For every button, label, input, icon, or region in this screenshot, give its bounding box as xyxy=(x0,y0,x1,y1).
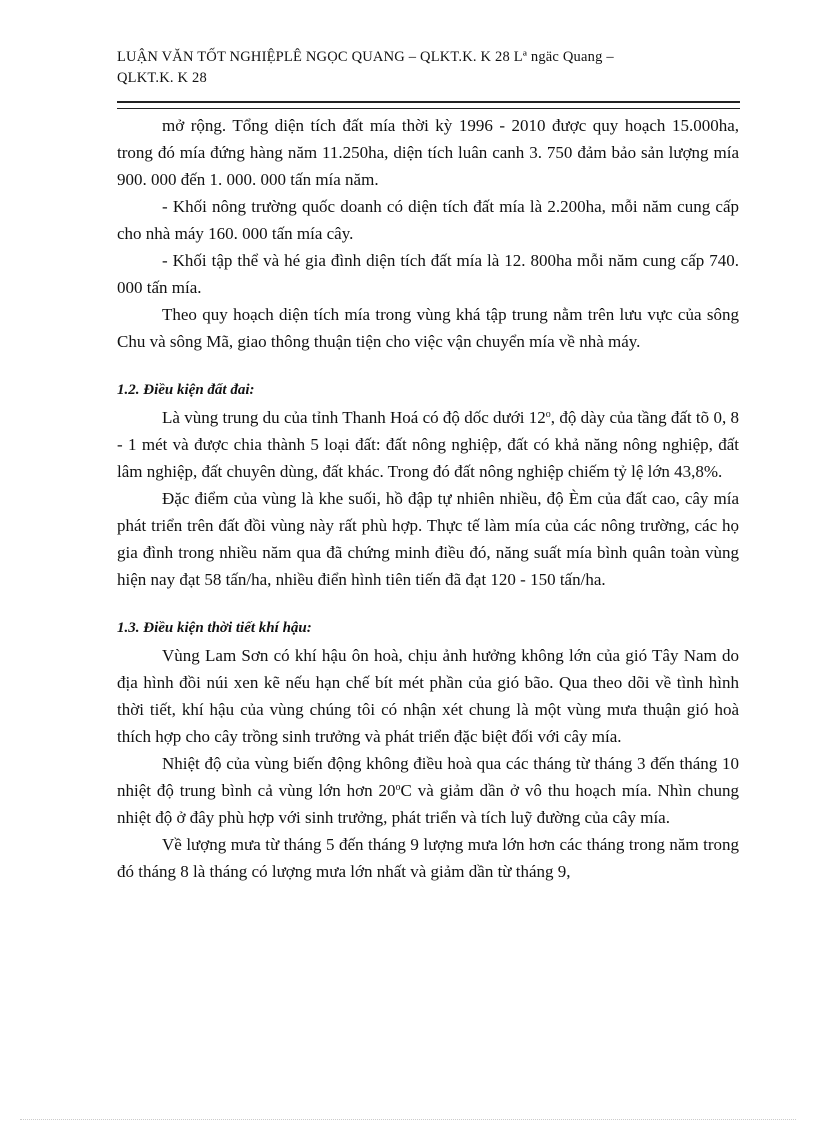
section-heading-land-conditions: 1.2. Điều kiện đất đai: xyxy=(117,382,255,398)
paragraph-planning: Theo quy hoạch diện tích mía trong vùng khá tập trung nằm trên lưu vực của sông Chu và sông Mã, giao thông thuận tiện cho việc vận chuyển mía về nhà máy. xyxy=(117,305,739,351)
page-header xyxy=(117,47,737,89)
degree-superscript: o xyxy=(395,782,401,793)
section-heading-climate: 1.3. Điều kiện thời tiết khí hậu: xyxy=(117,620,312,636)
terrain-text-a: Là vùng trung du của tỉnh Thanh Hoá có độ dốc dưới 12 xyxy=(162,408,546,427)
header-line-1: LUẬN VĂN TỐT NGHIỆPLÊ NGỌC QUANG – QLKT.K. K 28 Lª ngäc Quang – xyxy=(117,49,614,65)
header-line-2: QLKT.K. K 28 xyxy=(117,70,207,86)
paragraph-soil-features: Đặc điểm của vùng là khe suối, hồ đập tự nhiên nhiều, độ Èm của đất cao, cây mía phát triển trên đất đồi vùng này rất phù hợp. Thực tế làm mía của các nông trường, các họ gia đình trong nhiều năm qua đã chứng minh điều đó, năng suất mía bình quân toàn vùng hiện nay đạt 58 tấn/ha, nhiều điển hình tiên tiến đã đạt 120 - 150 tấn/ha. xyxy=(117,489,739,589)
paragraph-collectives: - Khối tập thể và hé gia đình diện tích đất mía là 12. 800ha mỗi năm cung cấp 740. 000 tấn mía. xyxy=(117,251,739,297)
paragraph-climate: Vùng Lam Sơn có khí hậu ôn hoà, chịu ảnh hưởng không lớn của gió Tây Nam do địa hình đồi núi xen kẽ nếu hạn chế bít mét phần của gió bão. Qua theo dõi về tình hình thời tiết, khí hậu của vùng chúng tôi có nhận xét chung là một vùng mưa thuận gió hoà thích hợp cho cây trồng sinh trưởng và phát triển đặc biệt đối với cây mía. xyxy=(117,646,739,746)
temperature-text-a: Nhiệt độ của vùng biến động không điều hoà qua các tháng từ tháng 3 đến tháng 10 nhiệt độ trung bình cả vùng lớn hơn 20 xyxy=(117,754,739,800)
paragraph-terrain xyxy=(117,404,739,485)
page-bottom-border xyxy=(20,1119,796,1120)
degree-superscript: o xyxy=(545,409,551,420)
header-divider xyxy=(117,101,740,109)
paragraph-state-farms: - Khối nông trường quốc doanh có diện tích đất mía là 2.200ha, mỗi năm cung cấp cho nhà máy 160. 000 tấn mía cây. xyxy=(117,197,739,243)
paragraph-temperature xyxy=(117,750,739,831)
document-body xyxy=(117,112,739,885)
terrain-text-b: , độ dày của tầng đất tõ 0, 8 - 1 mét và được chia thành 5 loại đất: đất nông nghiệp, đất có khả năng nông nghiệp, đất lâm nghiệp, đất chuyên dùng, đất khác. Trong đó đất nông nghiệp chiếm tỷ lệ lớn 43,8%. xyxy=(117,408,739,481)
paragraph-rainfall: Về lượng mưa từ tháng 5 đến tháng 9 lượng mưa lớn hơn các tháng trong năm trong đó tháng 8 là tháng có lượng mưa lớn nhất và giảm dần từ tháng 9, xyxy=(117,835,739,881)
paragraph-land-area: mở rộng. Tổng diện tích đất mía thời kỳ 1996 - 2010 được quy hoạch 15.000ha, trong đó mía đứng hàng năm 11.250ha, diện tích luân canh 3. 750 đảm bảo sản lượng mía 900. 000 đến 1. 000. 000 tấn mía năm. xyxy=(117,116,739,189)
temperature-text-b: C và giảm dần ở vô thu hoạch mía. Nhìn chung nhiệt độ ở đây phù hợp với sinh trưởng, phát triển và tích luỹ đường của cây mía. xyxy=(117,781,739,827)
